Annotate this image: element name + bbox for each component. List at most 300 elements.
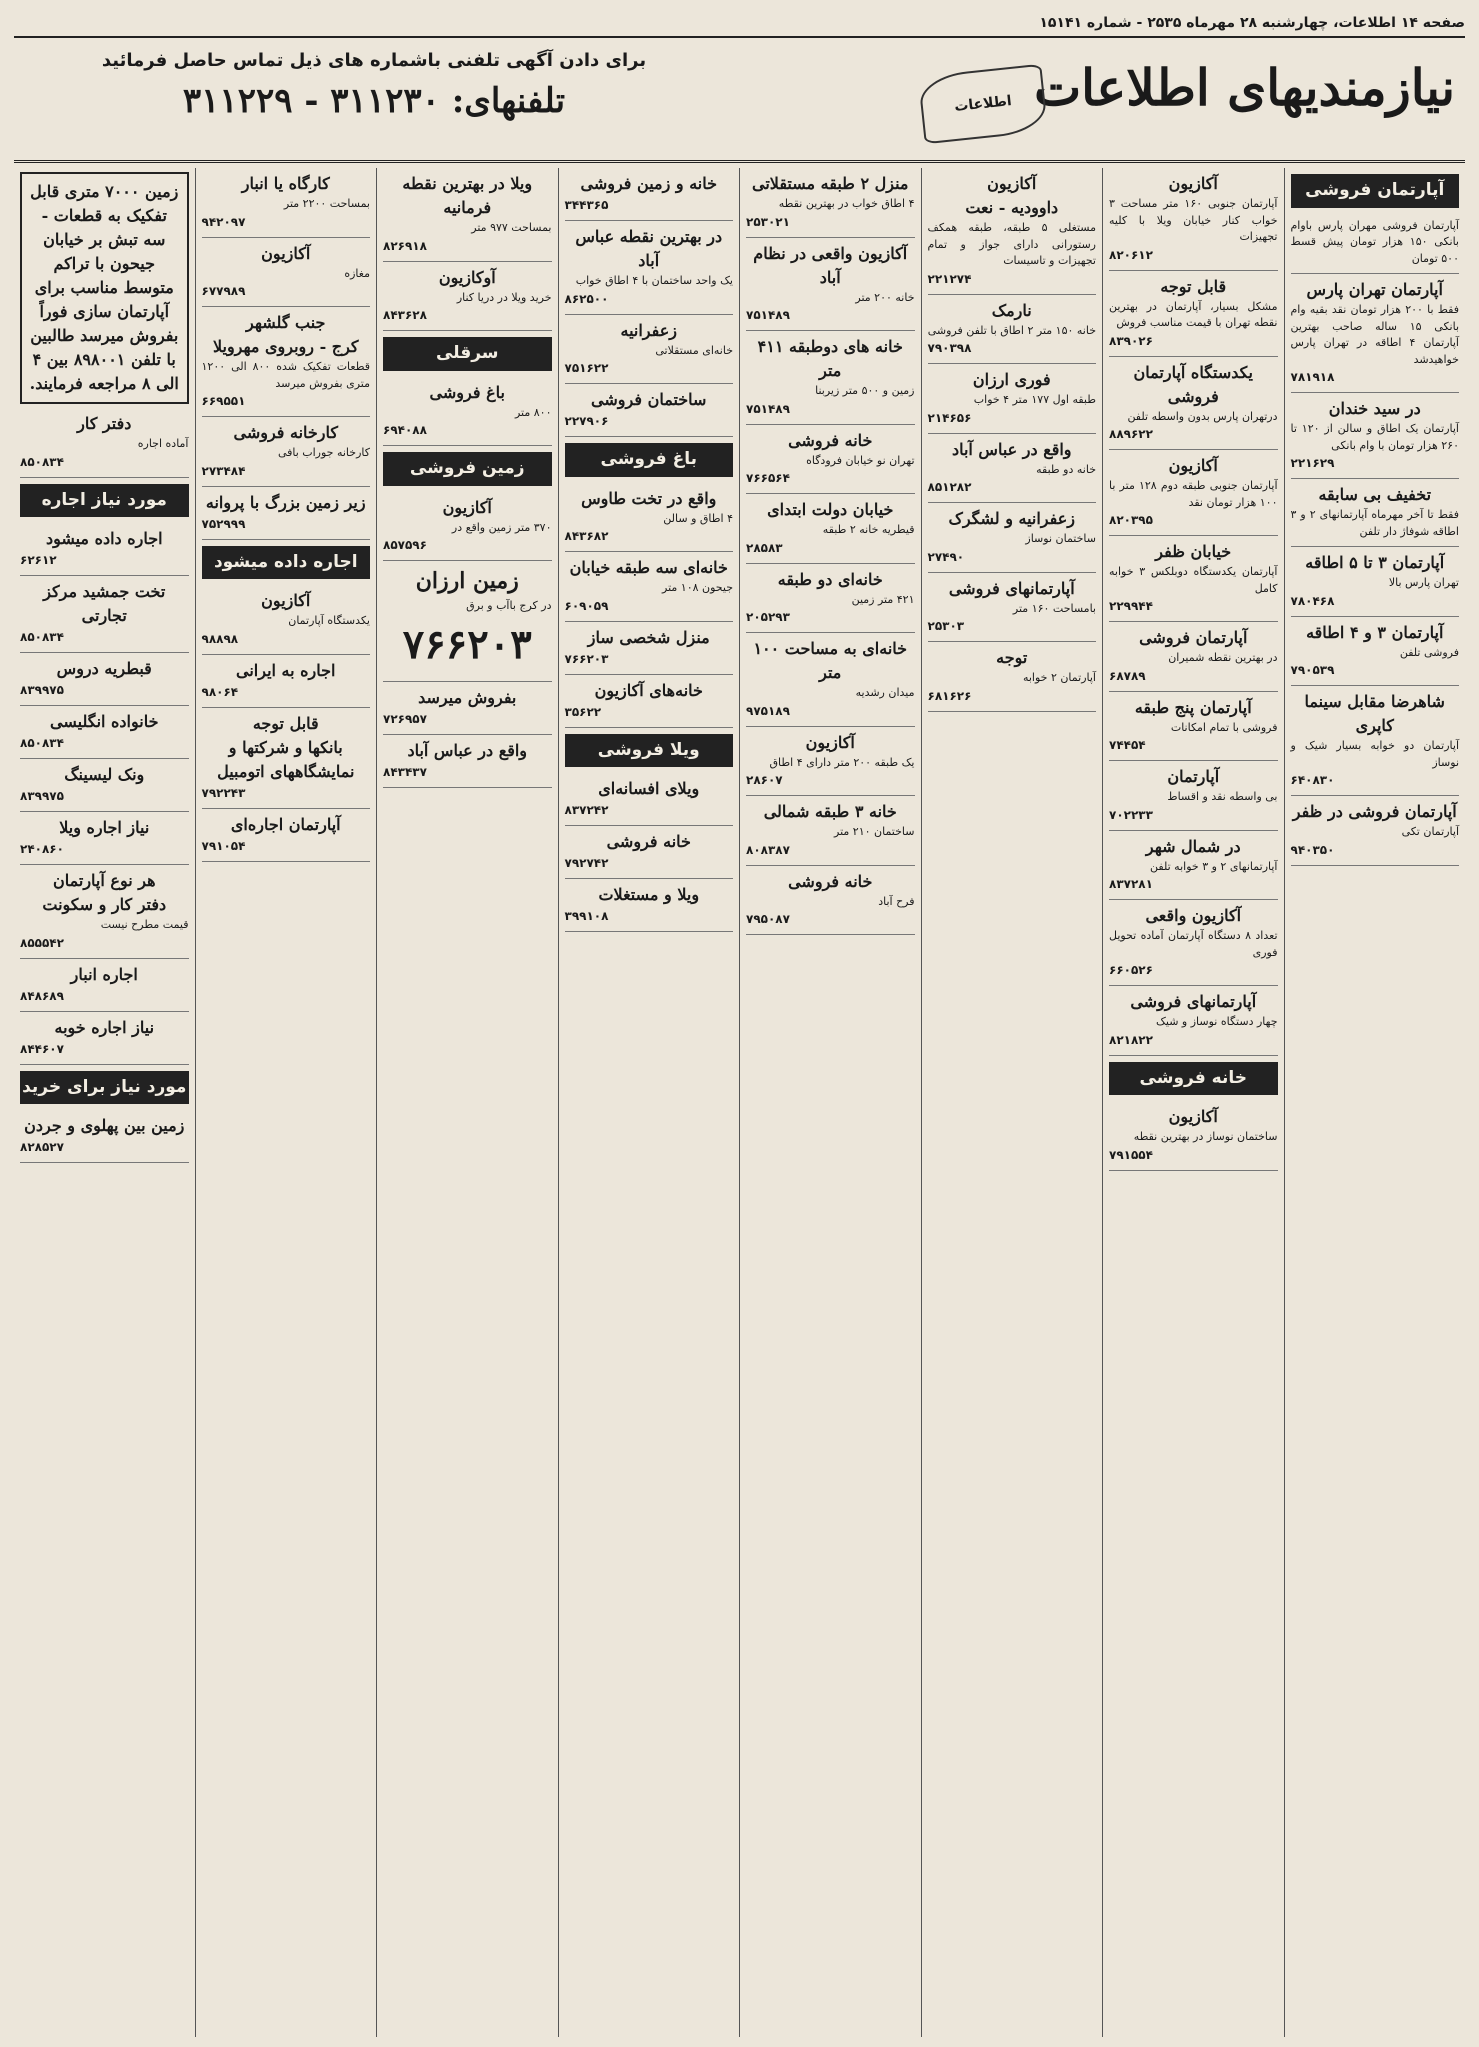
ad-title: در شمال شهر [1145,836,1241,856]
ad-body: تهران پارس بالا [1388,576,1459,589]
ad-phone: ۷۶۶۲۰۳ [402,620,532,668]
section-header: مورد نیاز برای خرید [20,1071,189,1105]
classified-ad [928,364,1097,434]
column-8 [14,168,195,2037]
ad-body: آپارتمان جنوبی ۱۶۰ متر مساحت ۳ خواب کنار خیابان ویلا با کلیه تجهیزات [1109,197,1278,243]
ad-phone: ۲۸۵۸۳ [746,540,783,555]
ad-title: خانه‌ای دو طبقه [777,569,883,589]
ad-phone: ۶۶۹۵۵۱ [201,394,246,408]
ad-body: خانه ۲۰۰ متر [855,290,915,304]
ad-body: قیمت مطرح نیست [100,918,189,931]
classified-ad [565,552,734,622]
ad-title: آکازیون [987,174,1037,193]
classified-ad [383,262,552,332]
classified-ad [565,384,734,437]
ad-body: قطعات تفکیک شده ۸۰۰ الی ۱۲۰۰ متری بفروش میرسد [201,360,371,390]
ad-phone: ۷۴۴۵۴ [1109,738,1146,752]
ad-title: خانه و زمین فروشی [580,174,717,193]
ad-title: آپارتمان [1167,767,1220,786]
ad-body: آپارتمان فروشی مهران پارس باوام بانکی ۱۵۰ هزار تومان پیش قسط ۵۰۰ تومان [1290,218,1459,265]
ad-body: فقط با ۲۰۰ هزار تومان نقد بقیه وام بانکی ۱۵ ساله صاحب بهترین آپارتمان ۴ اطاقه در تهران پارس خواهیدشد [1290,303,1460,366]
ad-subtitle: داوودیه - نعت [965,198,1059,217]
classified-ad [565,221,734,315]
ad-title: خیابان دولت ابتدای [767,500,894,519]
classified-ad [746,866,915,936]
classified-ad [1291,686,1460,796]
ad-phone: ۲۸۶۰۷ [746,773,783,787]
ad-title: آکازیون [261,591,311,610]
ad-phone: ۸۶۲۵۰۰ [564,291,609,306]
ad-body: آپارتمانهای ۲ و ۳ خوابه تلفن [1150,859,1278,873]
ad-body: میدان رشدیه [855,686,915,699]
ad-body: آپارتمان یکدستگاه دوبلکس ۳ خوابه کامل [1109,565,1278,595]
ad-title: نیاز اجاره خوبه [54,1017,155,1037]
ad-title: در بهترین نقطه عباس آباد [575,227,723,270]
classified-ad [1291,796,1460,866]
ad-phone: ۸۴۴۶۰۷ [20,1041,64,1056]
ad-phone: ۲۲۱۲۷۴ [927,271,972,286]
classified-ad [202,238,371,308]
ad-title: قبطریه دروس [56,659,152,678]
classified-ad [565,675,734,728]
ad-columns [14,168,1465,2037]
section-header: باغ فروشی [565,443,734,477]
ad-title: آکازیون [1168,1107,1218,1126]
classified-ad [1291,617,1460,687]
ad-body: بمساحت ۹۷۷ متر [471,221,552,234]
ad-subtitle: بانکها و شرکتها و نمایشگاههای اتومبیل [217,737,355,781]
ad-body: آپارتمان یک اطاق و سالن از ۱۲۰ تا ۲۶۰ هزار تومان با وام بانکی [1290,422,1459,452]
ad-title: نارمک [991,300,1032,320]
ad-title: زعفرانیه و لشگرک [948,509,1075,528]
classified-ad [202,585,371,655]
ad-title: فوری ارزان [972,370,1051,389]
classified-ad [202,809,371,862]
classified-ad [20,653,189,706]
ad-phone: ۶۸۱۶۲۶ [927,688,972,703]
ad-phone: ۶۸۷۸۹ [1109,668,1146,683]
classified-ad [20,576,189,653]
ad-body: زمین و ۵۰۰ متر زیربنا [815,384,915,397]
ad-phone: ۷۲۶۹۵۷ [383,711,427,726]
classified-ad [20,408,189,478]
classified-ad [383,492,552,562]
ad-phone: ۸۲۸۵۲۷ [20,1140,64,1154]
classified-ad [565,773,734,826]
ad-body: در بهترین نقطه شمیران [1168,651,1278,664]
classified-ad [1109,450,1278,536]
classified-ad [746,331,915,425]
column-1 [1284,168,1466,2037]
ad-title: زیر زمین بزرگ با پروانه [205,492,366,512]
ad-title: کارگاه یا انبار [241,174,330,193]
classified-ad [565,622,734,675]
ad-title: نیاز اجاره ویلا [59,818,150,837]
ad-phone: ۸۲۰۳۹۵ [1109,513,1153,527]
classified-ad [565,483,734,553]
ad-phone: ۲۱۴۶۵۶ [927,410,972,425]
ad-phone: ۷۶۶۵۶۴ [746,471,790,485]
ad-title: ونک لیسینگ [64,765,145,784]
ad-title: آپارتمان اجاره‌ای [230,814,341,834]
ad-phone: ۸۵۰۸۳۴ [20,630,64,644]
ad-title: در سید خندان [1328,399,1421,418]
ad-title: آپارتمان پنج طبقه [1134,697,1252,717]
ad-phone: ۸۵۰۸۳۴ [20,454,64,469]
ad-body: ساختمان نوساز در بهترین نقطه [1133,1130,1278,1143]
ad-title: آکازیون [805,732,855,752]
ad-phone: ۷۹۱۰۵۴ [201,838,246,853]
classified-ad [20,812,189,865]
ad-title: خانه ۳ طبقه شمالی [763,802,897,821]
ad-title: واقع در تخت طاوس [581,488,717,508]
classified-ad [383,735,552,788]
column-4 [739,168,921,2037]
classified-ad [202,307,371,417]
column-7 [195,168,377,2037]
ad-body: طبقه اول ۱۷۷ متر ۴ خواب [973,393,1096,406]
ad-body: خانه دو طبقه [1036,462,1096,476]
ad-phone: ۲۲۱۶۲۹ [1290,456,1335,470]
newspaper-page [14,10,1465,2037]
ad-phone: ۸۴۳۶۲۸ [383,308,427,322]
classified-ad [746,564,915,634]
ad-body: بمساحت ۲۲۰۰ متر [283,197,370,210]
ad-body: تعداد ۸ دستگاه آپارتمان آماده تحویل فوری [1109,929,1278,959]
ad-body: خانه‌ای مستقلاتی [655,343,733,357]
ad-title: زمین ارزان [415,568,519,594]
ad-title: آپارتمان ۳ تا ۵ اطاقه [1305,553,1445,572]
classified-ad [746,168,915,238]
ad-phone: ۹۸۸۹۸ [201,631,239,646]
ad-title: خانه‌ای سه طبقه خیابان [569,558,728,577]
ad-title: واقع در عباس آباد [951,439,1072,459]
ad-title: آپارتمانهای فروشی [1130,992,1257,1011]
ad-phone: ۸۵۵۵۴۲ [20,935,64,950]
classified-ad [20,1110,189,1163]
ad-title: زمین بین پهلوی و جردن [24,1116,185,1135]
ad-body: خرید ویلا در دریا کنار [456,290,552,304]
ad-phone: ۲۲۹۹۴۴ [1109,599,1153,613]
ad-phone: ۷۹۰۳۹۸ [927,341,972,355]
ad-body: ۸۰۰ متر [514,405,552,419]
classified-ad [1109,692,1278,762]
ad-body: چهار دستگاه نوساز و شیک [1156,1015,1278,1028]
ad-phone: ۷۹۱۵۵۴ [1109,1147,1153,1162]
ad-title: آپارتمان فروشی در ظفر [1292,802,1457,821]
ad-phone: ۶۶۰۵۲۶ [1109,963,1153,977]
ad-body: آپارتمان ۲ خوابه [1022,671,1096,684]
ad-phone: ۸۳۹۹۷۵ [20,789,64,803]
ad-phone: ۳۵۶۲۲ [564,704,602,719]
ad-phone: ۷۵۱۴۸۹ [746,401,790,416]
ad-body: آپارتمان تکی [1401,825,1459,838]
classified-ad [1109,986,1278,1056]
ad-body: بامساحت ۱۶۰ متر [1012,601,1096,615]
ad-title: باغ فروشی [429,382,505,402]
ad-phone: ۸۲۶۹۱۸ [383,238,427,253]
ad-title: ساختمان فروشی [591,390,707,409]
ad-body: آپارتمان دو خوابه بسیار شیک و نوساز [1290,739,1459,769]
classified-ad [202,168,371,238]
ad-body: قیطریه خانه ۲ طبقه [822,523,915,536]
section-header: زمین فروشی [383,452,552,486]
ad-title: آکازیون [442,497,492,517]
ad-phone: ۷۵۲۹۹۹ [201,516,246,531]
ad-title: ویلا در بهترین نقطه فرمانیه [402,174,533,217]
ad-body: جیحون ۱۰۸ متر [662,581,733,594]
folio-text: صفحه ۱۴ اطلاعات، چهارشنبه ۲۸ مهرماه ۲۵۳۵ - شماره ۱۵۱۴۱ [1039,15,1465,31]
phone-box [74,50,674,121]
ad-phone: ۷۵۱۶۲۲ [564,361,609,375]
classified-ad [1109,622,1278,692]
classified-ad [202,655,371,708]
ad-phone: ۸۳۷۲۸۱ [1109,877,1153,891]
classified-ad [1109,1101,1278,1171]
ad-phone: ۸۲۰۶۱۲ [1109,247,1153,262]
ad-phone: ۹۴۰۳۵۰ [1290,842,1335,857]
classified-ad [1109,900,1278,986]
ad-phone: ۸۵۰۸۳۴ [20,736,64,750]
ad-phone: ۷۹۲۷۴۲ [564,856,609,870]
classified-ad [565,168,734,221]
ad-phone: ۶۷۷۹۸۹ [201,284,246,298]
ad-body: فرح آباد [878,894,915,908]
ad-title: ویلای افسانه‌ای [598,779,700,798]
classified-ad [928,434,1097,504]
classified-ad [1109,536,1278,622]
ad-title: آپارتمانهای فروشی [948,578,1075,598]
ad-phone: ۸۴۳۶۸۲ [564,529,609,543]
ad-body: یکدستگاه آپارتمان [288,614,370,627]
ad-title: آکازیون واقعی در نظام آباد [753,243,908,287]
classified-ad [746,796,915,866]
ad-title: تخت جمشید مرکز تجارتی [43,582,166,625]
column-5 [558,168,740,2037]
column-2 [1102,168,1284,2037]
ad-title: کارخانه فروشی [233,423,339,442]
classified-ad [202,487,371,540]
ad-title: خانه های دوطبقه ۴۱۱ متر [757,337,903,380]
ad-phone: ۸۵۱۲۸۲ [927,480,972,494]
ad-title: قابل توجه [1160,276,1227,296]
section-header: سرقلی [383,337,552,371]
ad-title: منزل شخصی ساز [587,627,710,647]
ad-body: درتهران پارس بدون واسطه تلفن [1127,409,1278,423]
ad-phone: ۸۰۸۳۸۷ [746,842,790,857]
ad-title: تخفیف بی سابقه [1318,485,1432,504]
section-header: خانه فروشی [1109,1062,1278,1096]
classified-ad [20,759,189,812]
ad-phone: ۷۹۵۰۸۷ [746,912,790,926]
ad-title: اجاره انبار [70,964,138,984]
ad-phone: ۶۴۰۸۳۰ [1290,773,1335,787]
ad-title: آوکازیون [438,267,496,287]
classified-ad [1291,214,1460,275]
ad-phone: ۷۹۰۵۳۹ [1290,663,1335,677]
ad-phone: ۶۹۴۰۸۸ [383,423,427,437]
ad-body: ساختمان نوساز [1025,532,1096,545]
classified-ad [202,708,371,809]
ad-body: ۳۷۰ متر زمین واقع در [451,520,552,534]
classified-ad [565,315,734,385]
ad-title: آپارتمان تهران پارس [1306,280,1443,299]
masthead-brand: نیازمندیهای اطلاعات [1034,58,1455,117]
classified-ad [746,238,915,332]
classified-ad [1109,357,1278,451]
ad-title: قابل توجه [252,713,319,733]
classified-ad [928,295,1097,365]
ad-phone: ۹۸۰۶۴ [201,684,239,699]
ad-title: خیابان ظفر [1155,542,1232,561]
ad-title: منزل ۲ طبقه مستقلاتی [752,174,909,193]
ad-body: بی واسطه نقد و اقساط [1167,790,1278,803]
classified-ad [928,168,1097,295]
ad-title: خانه فروشی [788,871,873,891]
ad-title: آکازیون [261,243,311,263]
ad-phone: ۸۳۷۲۴۲ [564,803,609,817]
ad-phone: ۷۸۰۴۶۸ [1290,593,1335,608]
ad-title: آکازیون واقعی [1145,906,1242,925]
classified-ad [20,865,189,959]
ad-body: فروشی با تمام امکانات [1170,720,1278,734]
classified-ad [383,168,552,262]
ad-body: مستغلی ۵ طبقه، طبقه همکف رستورانی دارای جواز و تمام تجهیزات و تاسیسات [927,221,1097,267]
ad-phone: ۳۴۴۳۶۵ [564,198,609,212]
ad-phone: ۲۲۷۹۰۶ [564,414,609,428]
ad-phone: ۸۵۷۵۹۶ [383,538,427,552]
ad-title: یکدستگاه آپارتمان فروشی [1133,362,1253,406]
ad-phone: ۲۴۰۸۶۰ [20,842,64,856]
ad-body: در کرج باآب و برق [466,599,552,612]
ad-phone: ۶۲۶۱۲ [20,553,57,567]
classified-ad [1291,274,1460,393]
ad-body: آماده اجاره [137,437,189,450]
ad-body: ۴ اطاق و سالن [663,511,733,525]
classified-ad [1291,547,1460,617]
ad-body: خانه ۱۵۰ متر ۲ اطاق با تلفن فروشی [927,323,1096,337]
classified-ad [383,682,552,735]
column-6 [376,168,558,2037]
classified-ad [20,706,189,759]
ad-phone: ۸۳۹۹۷۵ [20,683,64,697]
ad-phone: ۸۳۹۰۲۶ [1109,333,1153,348]
classified-ad [1291,393,1460,479]
ad-title: زعفرانیه [620,320,677,340]
ad-title: آکازیون [1168,456,1218,475]
classified-ad [746,494,915,564]
ad-title: آپارتمان ۳ و ۴ اطاقه [1306,622,1444,642]
ad-title: اجاره داده میشود [45,529,163,548]
classified-ad [746,727,915,797]
ad-phone: ۹۴۲۰۹۷ [201,214,246,229]
ad-body: کارخانه جوراب بافی [277,446,370,459]
classified-ad [928,642,1097,712]
ad-phone: ۷۵۱۴۸۹ [746,308,790,322]
ad-title: توجه [996,648,1028,667]
classified-ad [1109,831,1278,901]
ad-title: ویلا و مستغلات [598,885,700,904]
classified-ad [20,959,189,1012]
classified-ad [565,826,734,879]
ad-title: خانه‌های آکازیون [594,680,703,700]
ad-body: فقط تا آخر مهرماه آپارتمانهای ۲ و ۳ اطاقه شوفاژ دار تلفن [1290,508,1459,538]
ad-body: مغازه [344,266,370,280]
classified-ad [1109,761,1278,831]
ad-phone: ۷۰۲۲۳۳ [1109,807,1153,822]
section-header: آپارتمان فروشی [1291,174,1460,208]
phone-numbers: تلفنهای: ۳۱۱۲۳۰ - ۳۱۱۲۲۹ [182,81,566,121]
ad-title: خانه فروشی [788,430,873,450]
classified-ad [928,573,1097,643]
classified-ad [928,503,1097,573]
ad-phone: ۶۰۹۰۵۹ [564,598,609,613]
boxed-ad: زمین ۷۰۰۰ متری قابل تفکیک به قطعات - سه تبش بر خیابان جیحون با تراکم متوسط مناسب برای آپارتمان سازی فوراً بفروش میرسد طالبین با تلفن ۸۹۸۰۰۱ بین ۴ الی ۸ مراجعه فرمایند. [20,172,189,404]
ad-phone: ۳۹۹۱۰۸ [564,909,609,923]
ad-body: فروشی تلفن [1399,645,1459,659]
classified-ad [746,425,915,495]
classified-ad [1109,271,1278,357]
ad-phone: ۲۰۵۲۹۳ [746,610,790,624]
ad-phone: ۲۵۳۰۳ [927,619,965,633]
ad-phone: ۲۵۳۰۲۱ [746,214,790,229]
ad-phone: ۸۴۸۶۸۹ [20,988,64,1003]
ad-phone: ۷۹۲۲۴۳ [201,785,246,800]
classified-ad [202,417,371,487]
ad-title: جنب گلشهر [246,313,326,332]
ad-title: اجاره به ایرانی [236,660,336,680]
masthead [14,40,1465,163]
ad-title: شاهرضا مقابل سینما کاپری [1304,692,1445,735]
classified-ad [565,879,734,932]
ad-phone: ۲۷۳۴۸۴ [201,463,246,478]
ad-phone: ۸۲۱۸۲۲ [1109,1032,1153,1047]
ad-body: تهران نو خیابان فرودگاه [806,453,915,467]
ad-body: ۴۲۱ متر زمین [851,592,915,606]
classified-ad [20,523,189,576]
ad-body: یک طبقه ۲۰۰ متر دارای ۴ اطاق [769,755,915,769]
classified-ad [1109,168,1278,271]
section-header: ویلا فروشی [565,734,734,768]
section-header: اجاره داده میشود [202,546,371,580]
ad-title: خانواده انگلیسی [50,712,159,731]
ad-subtitle: کرج - روبروی مهرویلا [212,337,359,356]
phone-intro: برای دادن آگهی تلفنی باشماره های ذیل تماس حاصل فرمائید [101,50,647,71]
ad-phone: ۷۸۱۹۱۸ [1290,370,1335,384]
ad-phone: ۲۷۴۹۰ [927,549,965,564]
section-header: مورد نیاز اجاره [20,484,189,518]
ad-body: مشکل بسیار، آپارتمان در بهترین نقطه تهران با قیمت مناسب فروش [1109,299,1278,329]
classified-ad [383,377,552,447]
ad-subtitle: دفتر کار و سکونت [42,895,167,914]
classified-ad [383,561,552,682]
classified-ad [1291,479,1460,547]
ad-title: آکازیون [1168,174,1218,193]
ad-body: ۴ اطاق خواب در بهترین نقطه [778,197,915,210]
ad-title: بفروش میرسد [418,687,517,707]
column-3 [921,168,1103,2037]
classified-ad [746,633,915,727]
ad-phone: ۷۶۶۲۰۳ [564,651,609,666]
ad-title: هر نوع آپارتمان [53,871,156,890]
ad-title: واقع در عباس آباد [407,740,528,760]
ad-body: یک واحد ساختمان با ۴ اطاق خواب [575,274,733,287]
ad-title: آپارتمان فروشی [1139,628,1248,647]
ad-phone: ۹۷۵۱۸۹ [746,703,790,718]
ad-phone: ۸۸۹۶۲۲ [1109,427,1153,441]
ad-title: خانه فروشی [606,832,691,851]
ad-title: دفتر کار [77,414,132,433]
